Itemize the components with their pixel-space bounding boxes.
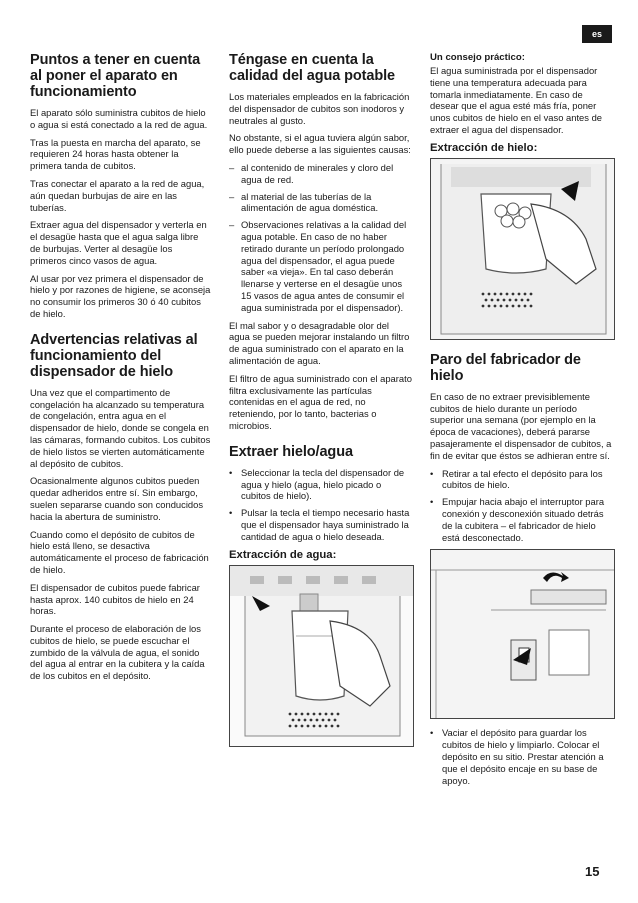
bullet-list xyxy=(430,727,613,786)
ice-extraction-heading: Extracción de hielo: xyxy=(430,141,538,154)
column-left xyxy=(30,52,211,688)
paragraph: Tras conectar el aparato a la red de agua, aún quedan burbujas de aire en las tuberías. xyxy=(30,177,205,213)
paragraph: El dispensador de cubitos puede fabricar hasta aprox. 140 cubitos de hielo en 24 horas. xyxy=(30,581,200,617)
water-extraction-heading: Extracción de agua: xyxy=(229,548,337,561)
column-middle xyxy=(229,52,412,747)
tip-heading: Un consejo práctico: xyxy=(430,52,525,63)
language-badge: es xyxy=(582,25,612,43)
bullet-mark: • xyxy=(430,467,434,479)
list-item: • Pulsar la tecla el tiempo necesario hasta que el dispensador haya suministrado la cantidad de agua o hielo deseada. xyxy=(229,507,410,542)
list-item: • Vaciar el depósito para guardar los cubitos de hielo y limpiarlo. Colocar el depósito en su sitio. Prestar atención a que el depósito encaje en su base de apoyo. xyxy=(430,727,604,786)
section-title-water-quality: Téngase en cuenta la calidad del agua potable xyxy=(229,52,395,84)
dash-mark: – xyxy=(229,161,235,173)
paragraph: En caso de no extraer previsiblemente cubitos de hielo durante un período superior una semana (por ejemplo en la época de vacaciones), deberá pararse pasajeramente el dispensador de cubitos, a fin de evitar que éstos se adhieran entre sí. xyxy=(430,390,612,461)
list-item: • Retirar a tal efecto el depósito para los cubitos de hielo. xyxy=(430,467,603,491)
paragraph: Los materiales empleados en la fabricación del dispensador de cubitos son inodoros y neutrales al gusto. xyxy=(229,91,410,126)
bullet-mark: • xyxy=(430,727,434,739)
bullet-list xyxy=(229,467,412,543)
paragraph: Durante el proceso de elaboración de los cubitos de hielo, se puede escuchar el zumbido de la válvula de agua, el sonido del agua al entrar en la cubitera y la caída de los cubitos en el depósito. xyxy=(30,623,205,682)
bullet-list xyxy=(430,468,613,544)
paragraph: No obstante, si el agua tuviera algún sabor, ello puede deberse a las siguientes causas: xyxy=(229,132,411,156)
list-item: – al material de las tuberías de la alimentación de agua doméstica. xyxy=(229,190,379,214)
list-item: • Empujar hacia abajo el interruptor para conexión y desconexión situado detrás de la cubitera – el fabricador de hielo está desconectado. xyxy=(430,496,605,543)
section-title-startup: Puntos a tener en cuenta al poner el aparato en funcionamiento xyxy=(30,52,201,100)
column-right xyxy=(430,52,613,792)
paragraph: El aparato sólo suministra cubitos de hielo o agua si está conectado a la red de agua. xyxy=(30,107,208,130)
bullet-mark: • xyxy=(430,496,434,508)
list-item: • Seleccionar la tecla del dispensador de agua y hielo (agua, hielo picado o cubitos de hielo). xyxy=(229,466,405,502)
paragraph: Una vez que el compartimento de congelación ha alcanzado su temperatura de congelación, entra agua en el dispensador de hielo, donde se congela en las cámaras, formando cubitos. Los cubitos de hielo listos se vierten automáticamente al depósito de cubitos. xyxy=(30,386,211,469)
bullet-mark: • xyxy=(229,466,233,478)
section-title-extract: Extraer hielo/agua xyxy=(229,443,353,460)
paragraph: Tras la puesta en marcha del aparato, se requieren 24 horas hasta obtener la primera tanda de cubitos. xyxy=(30,136,201,172)
paragraph: Cuando como el depósito de cubitos de hielo está lleno, se desactiva automáticamente el proceso de fabricación de hielo. xyxy=(30,528,209,575)
paragraph: El mal sabor y o desagradable olor del agua se pueden mejorar instalando un filtro de agua suministrado con el aparato en la alimentación de agua. xyxy=(229,319,410,366)
dash-list xyxy=(229,162,412,314)
water-dispenser-illustration xyxy=(229,565,414,747)
dash-mark: – xyxy=(229,190,235,202)
section-title-stop-icemaker: Paro del fabricador de hielo xyxy=(430,351,581,384)
ice-dispenser-illustration xyxy=(430,158,615,340)
paragraph: El agua suministrada por el dispensador tiene una temperatura adecuada para tomarla inmediatamente. En caso de desear que el agua esté más fría, poner unos cubitos de hielo en el vaso antes de extraer el agua del dispensador. xyxy=(430,65,602,135)
page-number: 15 xyxy=(585,864,600,879)
dash-mark: – xyxy=(229,219,235,231)
paragraph: Al usar por vez primera el dispensador de hielo y por razones de higiene, se aconseja no consumir los primeros 30 ó 40 cubitos de hielo. xyxy=(30,272,211,319)
list-item: – Observaciones relativas a la calidad del agua potable. En caso de no haber retirado durante un período prolongado agua del dispensador, el agua puede saber «a vieja». En tal caso deberán llenarse y verterse en el desagüe unos 15 vasos de agua antes de consumir el agua suministrada por el dispensador). xyxy=(229,219,407,313)
paragraph: Extraer agua del dispensador y verterla en el desagüe hasta que el agua salga libre de burbujas. Verter al desagüe los primeros cinco vasos de agua. xyxy=(30,219,207,266)
section-title-ice-dispenser-notes: Advertencias relativas al funcionamiento del dispensador de hielo xyxy=(30,331,198,380)
paragraph: Ocasionalmente algunos cubitos pueden quedar adheridos entre sí. Sin embargo, suelen separarse cuando son conducidos hacia la abertura de suministro. xyxy=(30,475,204,522)
bullet-mark: • xyxy=(229,507,233,519)
list-item: – al contenido de minerales y cloro del agua de red. xyxy=(229,161,394,185)
icemaker-switch-illustration xyxy=(430,549,615,719)
paragraph: El filtro de agua suministrado con el aparato filtra exclusivamente las partículas contenidas en el agua de red, no reteniendo, por lo tanto, bacterias o microbios. xyxy=(229,372,412,431)
